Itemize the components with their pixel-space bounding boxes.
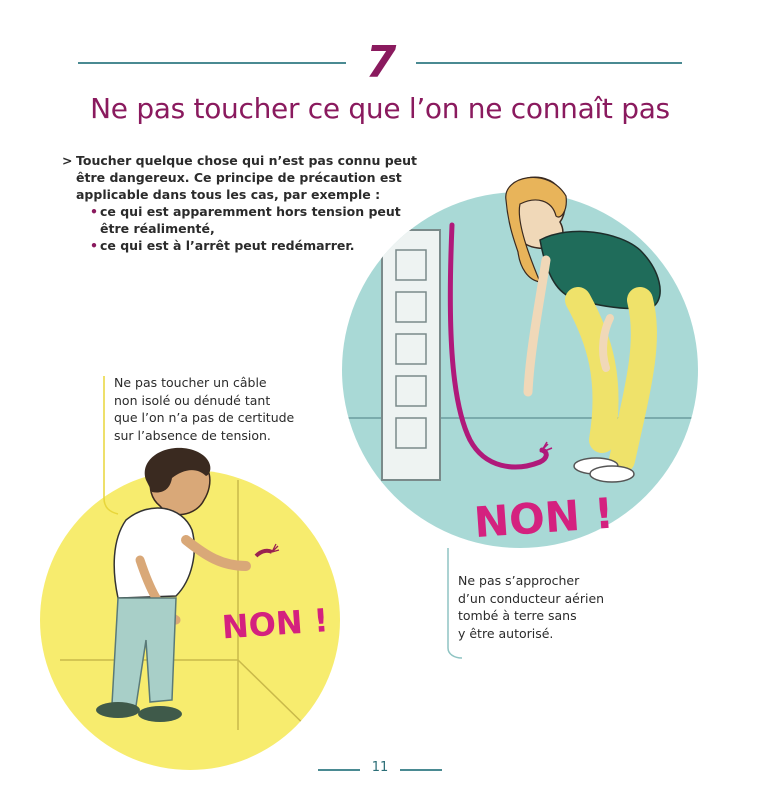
bullet-text: ce qui est à l’arrêt peut redémarrer. bbox=[100, 238, 355, 253]
caption-line: Ne pas s’approcher bbox=[458, 573, 580, 588]
caption-line: tombé à terre sans bbox=[458, 608, 577, 623]
no-stamp-left: NON ! bbox=[220, 601, 330, 647]
pylon-post bbox=[382, 230, 440, 480]
caption-line: y être autorisé. bbox=[458, 625, 554, 641]
chevron-right-icon: > bbox=[62, 153, 73, 168]
caption-line: d’un conducteur aérien bbox=[458, 590, 605, 606]
no-stamp-right: NON ! bbox=[472, 488, 616, 548]
footer-rule-left bbox=[318, 769, 360, 771]
bullet-icon: • bbox=[90, 204, 98, 219]
page-number: 11 bbox=[371, 760, 389, 775]
illustration-right bbox=[340, 177, 700, 548]
caption-line: Ne pas toucher un câble bbox=[114, 375, 267, 390]
page-title: Ne pas toucher ce que l’on ne connaît pas bbox=[90, 92, 670, 125]
caption-line: non isolé ou dénudé tant bbox=[114, 392, 271, 408]
footer-rule-right bbox=[400, 769, 442, 771]
caption-right bbox=[458, 572, 658, 642]
bullet-text: ce qui est apparemment hors tension peut être réalimenté, bbox=[100, 204, 401, 236]
caption-line: sur l’absence de tension. bbox=[114, 427, 271, 443]
bullet-icon: • bbox=[90, 238, 98, 253]
chapter-number: 7 bbox=[365, 37, 397, 88]
caption-line: que l’on n’a pas de certitude bbox=[114, 410, 295, 425]
intro-paragraph: Toucher quelque chose qui n’est pas connu peut être dangereux. Ce principe de précaution est applicable dans tous les cas, par exemple : bbox=[76, 153, 418, 202]
caption-left bbox=[114, 374, 334, 444]
